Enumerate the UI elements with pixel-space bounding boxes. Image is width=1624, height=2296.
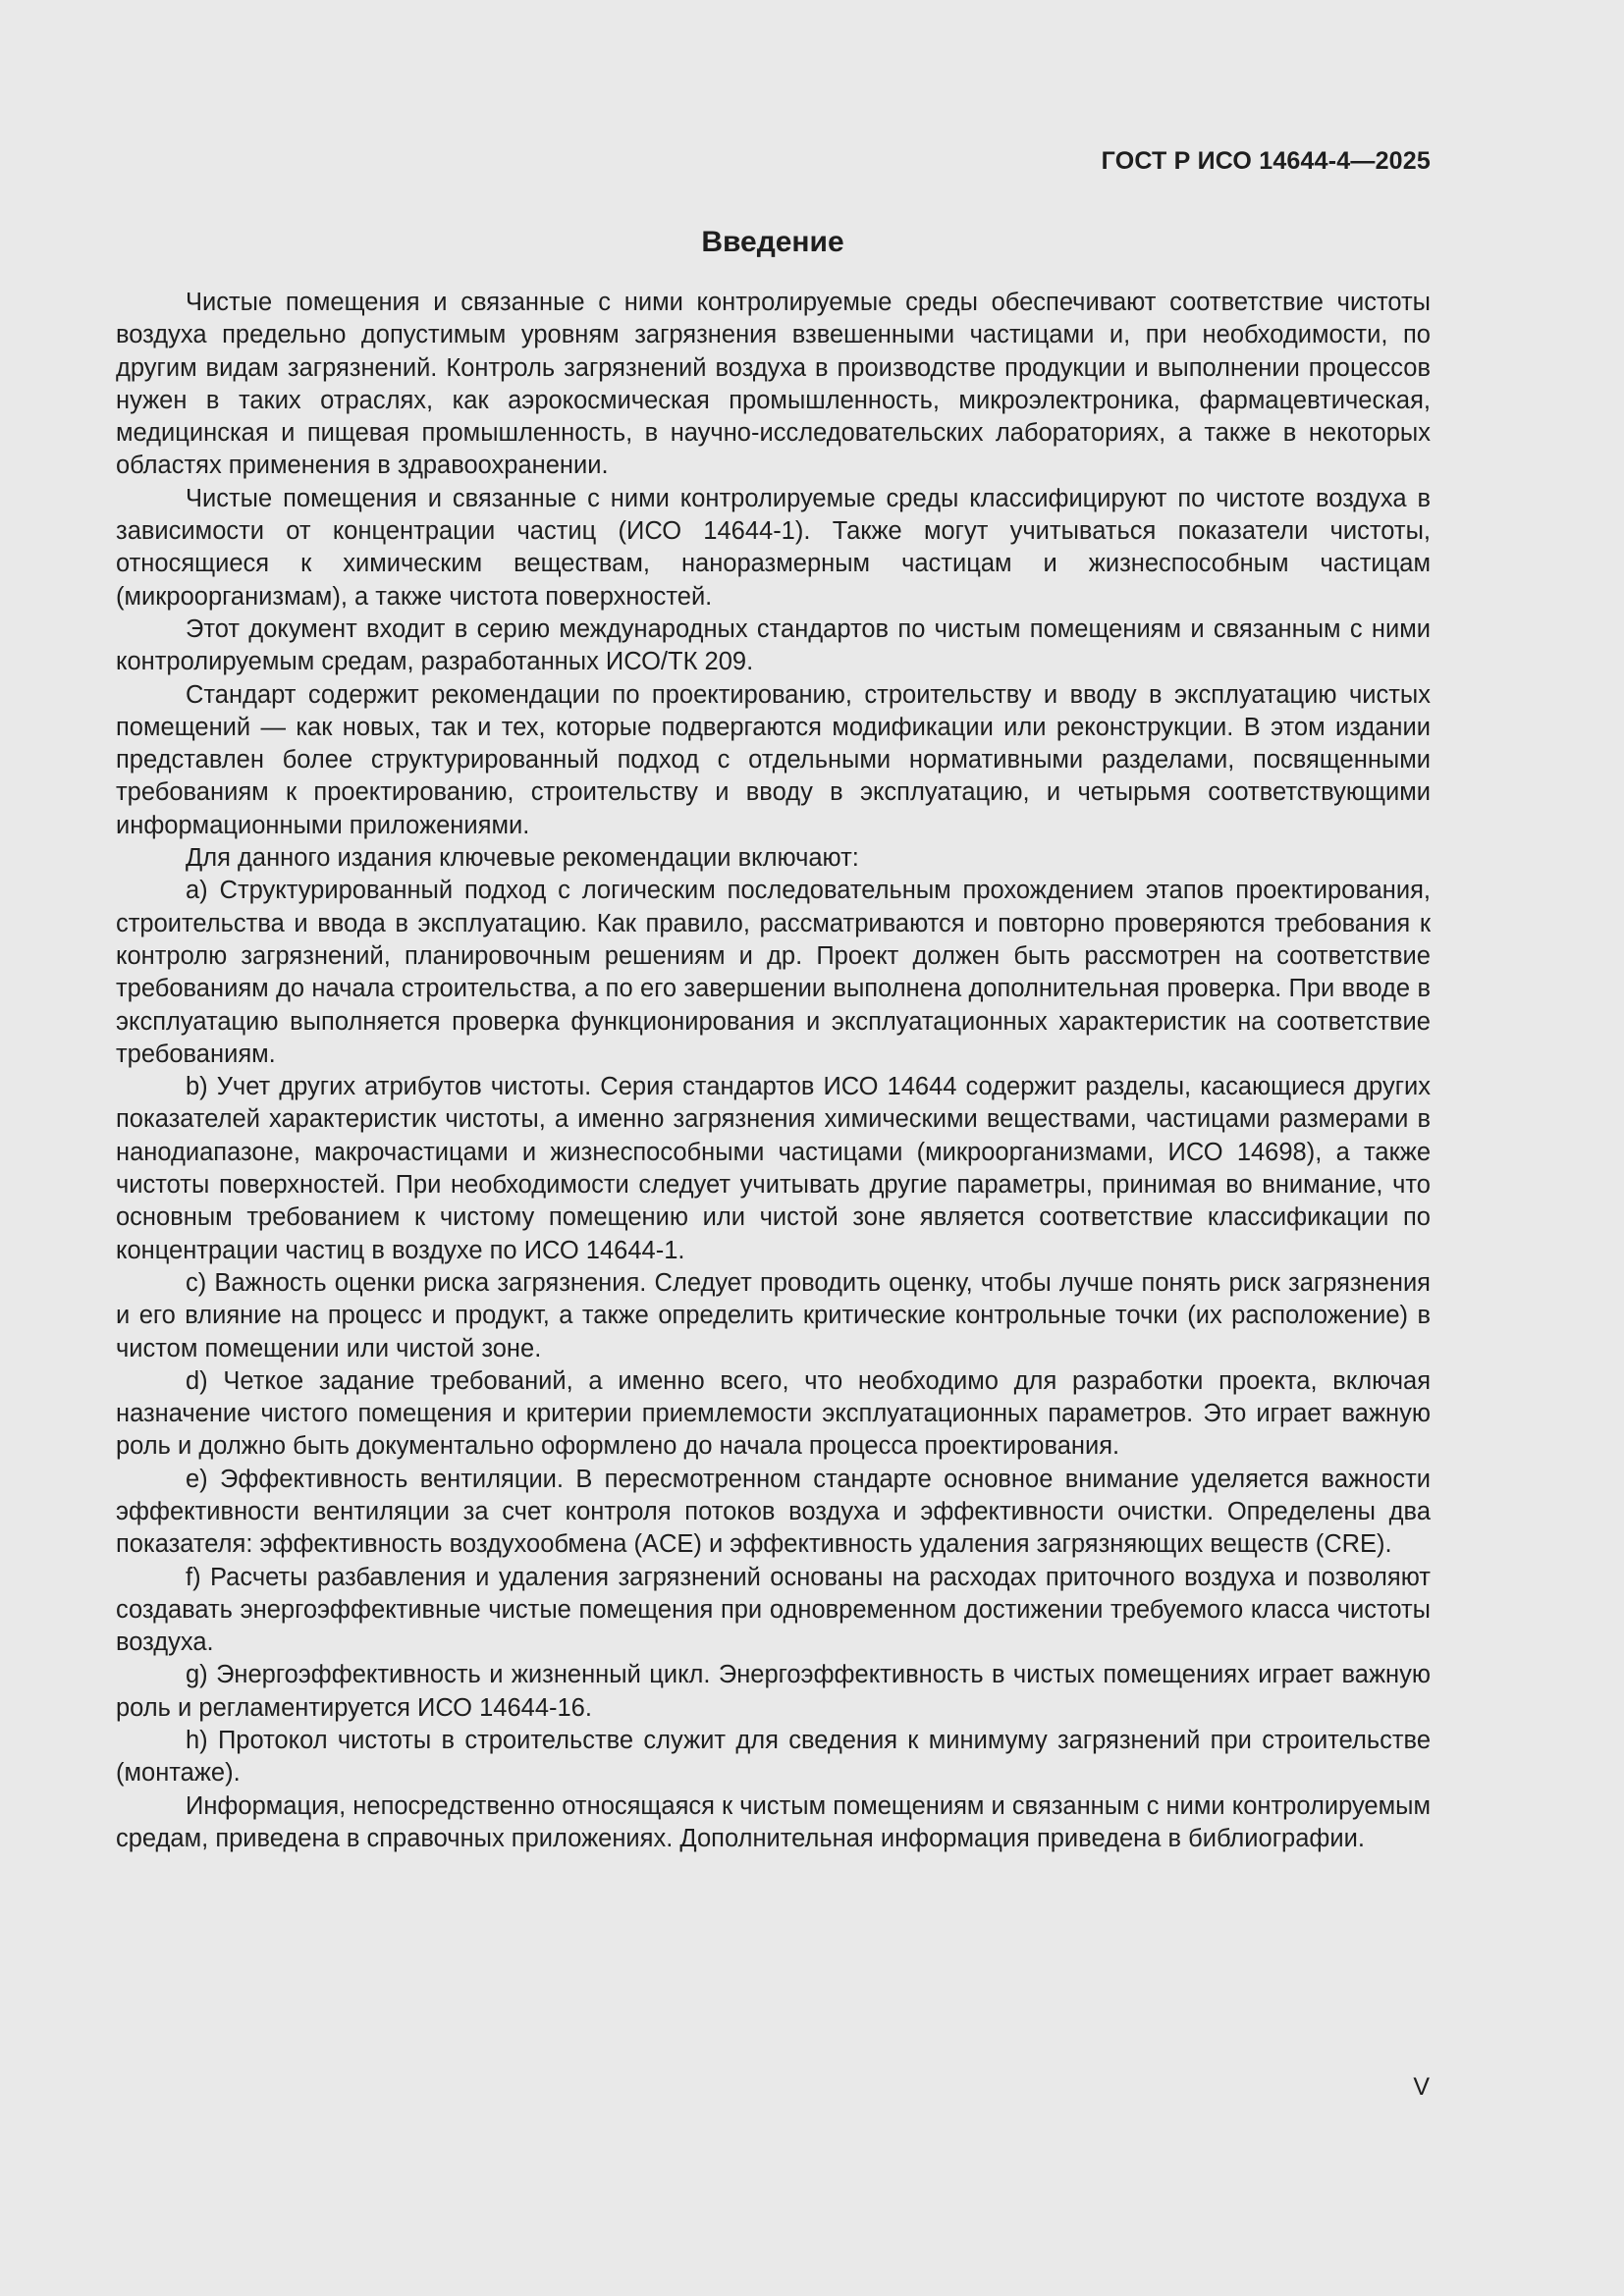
section-body [116,287,1431,1855]
list-item-a: a) Структурированный подход с логическим последовательным прохождением этапов проектирования, строительства и ввода в эксплуатацию. Как правило, рассматриваются и повторно проверяются требования к контролю загрязнений, планировочным решениям и др. Проект должен быть рассмотрен на соответствие требованиям до начала строительства, а по его завершении выполнена дополнительная проверка. При вводе в эксплуатацию выполняется проверка функционирования и эксплуатационных характеристик на соответствие требованиям. [116,877,1431,1068]
list-item-g: g) Энергоэффективность и жизненный цикл. Энергоэффективность в чистых помещениях играет важную роль и регламентируется ИСО 14644-16. [116,1661,1431,1722]
page-number: V [1413,2073,1430,2101]
list-item-h: h) Протокол чистоты в строительстве служит для сведения к минимуму загрязнений при строительстве (монтаже). [116,1727,1431,1788]
paragraph: Стандарт содержит рекомендации по проектированию, строительству и вводу в эксплуатацию чистых помещений — как новых, так и тех, которые подвергаются модификации или реконструкции. В этом издании представлен более структурированный подход с отдельными нормативными разделами, посвященными требованиям к проектированию, строительству и вводу в эксплуатацию, и четырьмя соответствующими информационными приложениями. [116,680,1431,839]
paragraph: Чистые помещения и связанные с ними контролируемые среды классифицируют по чистоте воздуха в зависимости от концентрации частиц (ИСО 14644-1). Также могут учитываться показатели чистоты, относящиеся к химическим веществам, наноразмерным частицам и жизнеспособным частицам (микроорганизмам), а также чистота поверхностей. [116,484,1431,611]
paragraph: Этот документ входит в серию международных стандартов по чистым помещениям и связанным с ними контролируемым средам, разработанных ИСО/ТК 209. [116,614,1431,676]
list-item-f: f) Расчеты разбавления и удаления загрязнений основаны на расходах приточного воздуха и позволяют создавать энергоэффективные чистые помещения при одновременном достижении требуемого класса чистоты воздуха. [116,1563,1431,1657]
list-item-d: d) Четкое задание требований, а именно всего, что необходимо для разработки проекта, включая назначение чистого помещения и критерии приемлемости эксплуатационных параметров. Это играет важную роль и должно быть документально оформлено до начала процесса проектирования. [116,1366,1431,1461]
paragraph: Чистые помещения и связанные с ними контролируемые среды обеспечивают соответствие чистоты воздуха предельно допустимым уровням загрязнения взвешенными частицами и, при необходимости, по другим видам загрязнений. Контроль загрязнений воздуха в производстве продукции и выполнении процессов нужен в таких отраслях, как аэрокосмическая промышленность, микроэлектроника, фармацевтическая, медицинская и пищевая промышленность, в научно-исследовательских лабораториях, а также в некоторых областях применения в здравоохранении. [116,289,1431,480]
paragraph: Для данного издания ключевые рекомендации включают: [186,844,859,873]
list-item-b: b) Учет других атрибутов чистоты. Серия стандартов ИСО 14644 содержит разделы, касающиеся других показателей характеристик чистоты, а именно загрязнения химическими веществами, частицами размерами в нанодиапазоне, макрочастицами и жизнеспособными частицами (микроорганизмами, ИСО 14698), а также чистоты поверхностей. При необходимости следует учитывать другие параметры, принимая во внимание, что основным требованием к чистому помещению или чистой зоне является соответствие классификации по концентрации частиц в воздухе по ИСО 14644-1. [116,1073,1431,1264]
list-item-e: e) Эффективность вентиляции. В пересмотренном стандарте основное внимание уделяется важности эффективности вентиляции за счет контроля потоков воздуха и эффективности очистки. Определены два показателя: эффективность воздухообмена (ACE) и эффективность удаления загрязняющих веществ (CRE). [116,1465,1431,1559]
section-title: Введение [701,226,844,258]
list-item-c: c) Важность оценки риска загрязнения. Следует проводить оценку, чтобы лучше понять риск загрязнения и его влияние на процесс и продукт, а также определить критические контрольные точки (их расположение) в чистом помещении или чистой зоне. [116,1268,1431,1362]
paragraph: Информация, непосредственно относящаяся к чистым помещениям и связанным с ними контролируемым средам, приведена в справочных приложениях. Дополнительная информация приведена в библиографии. [116,1791,1431,1852]
document-code: ГОСТ Р ИСО 14644-4—2025 [1101,147,1431,175]
